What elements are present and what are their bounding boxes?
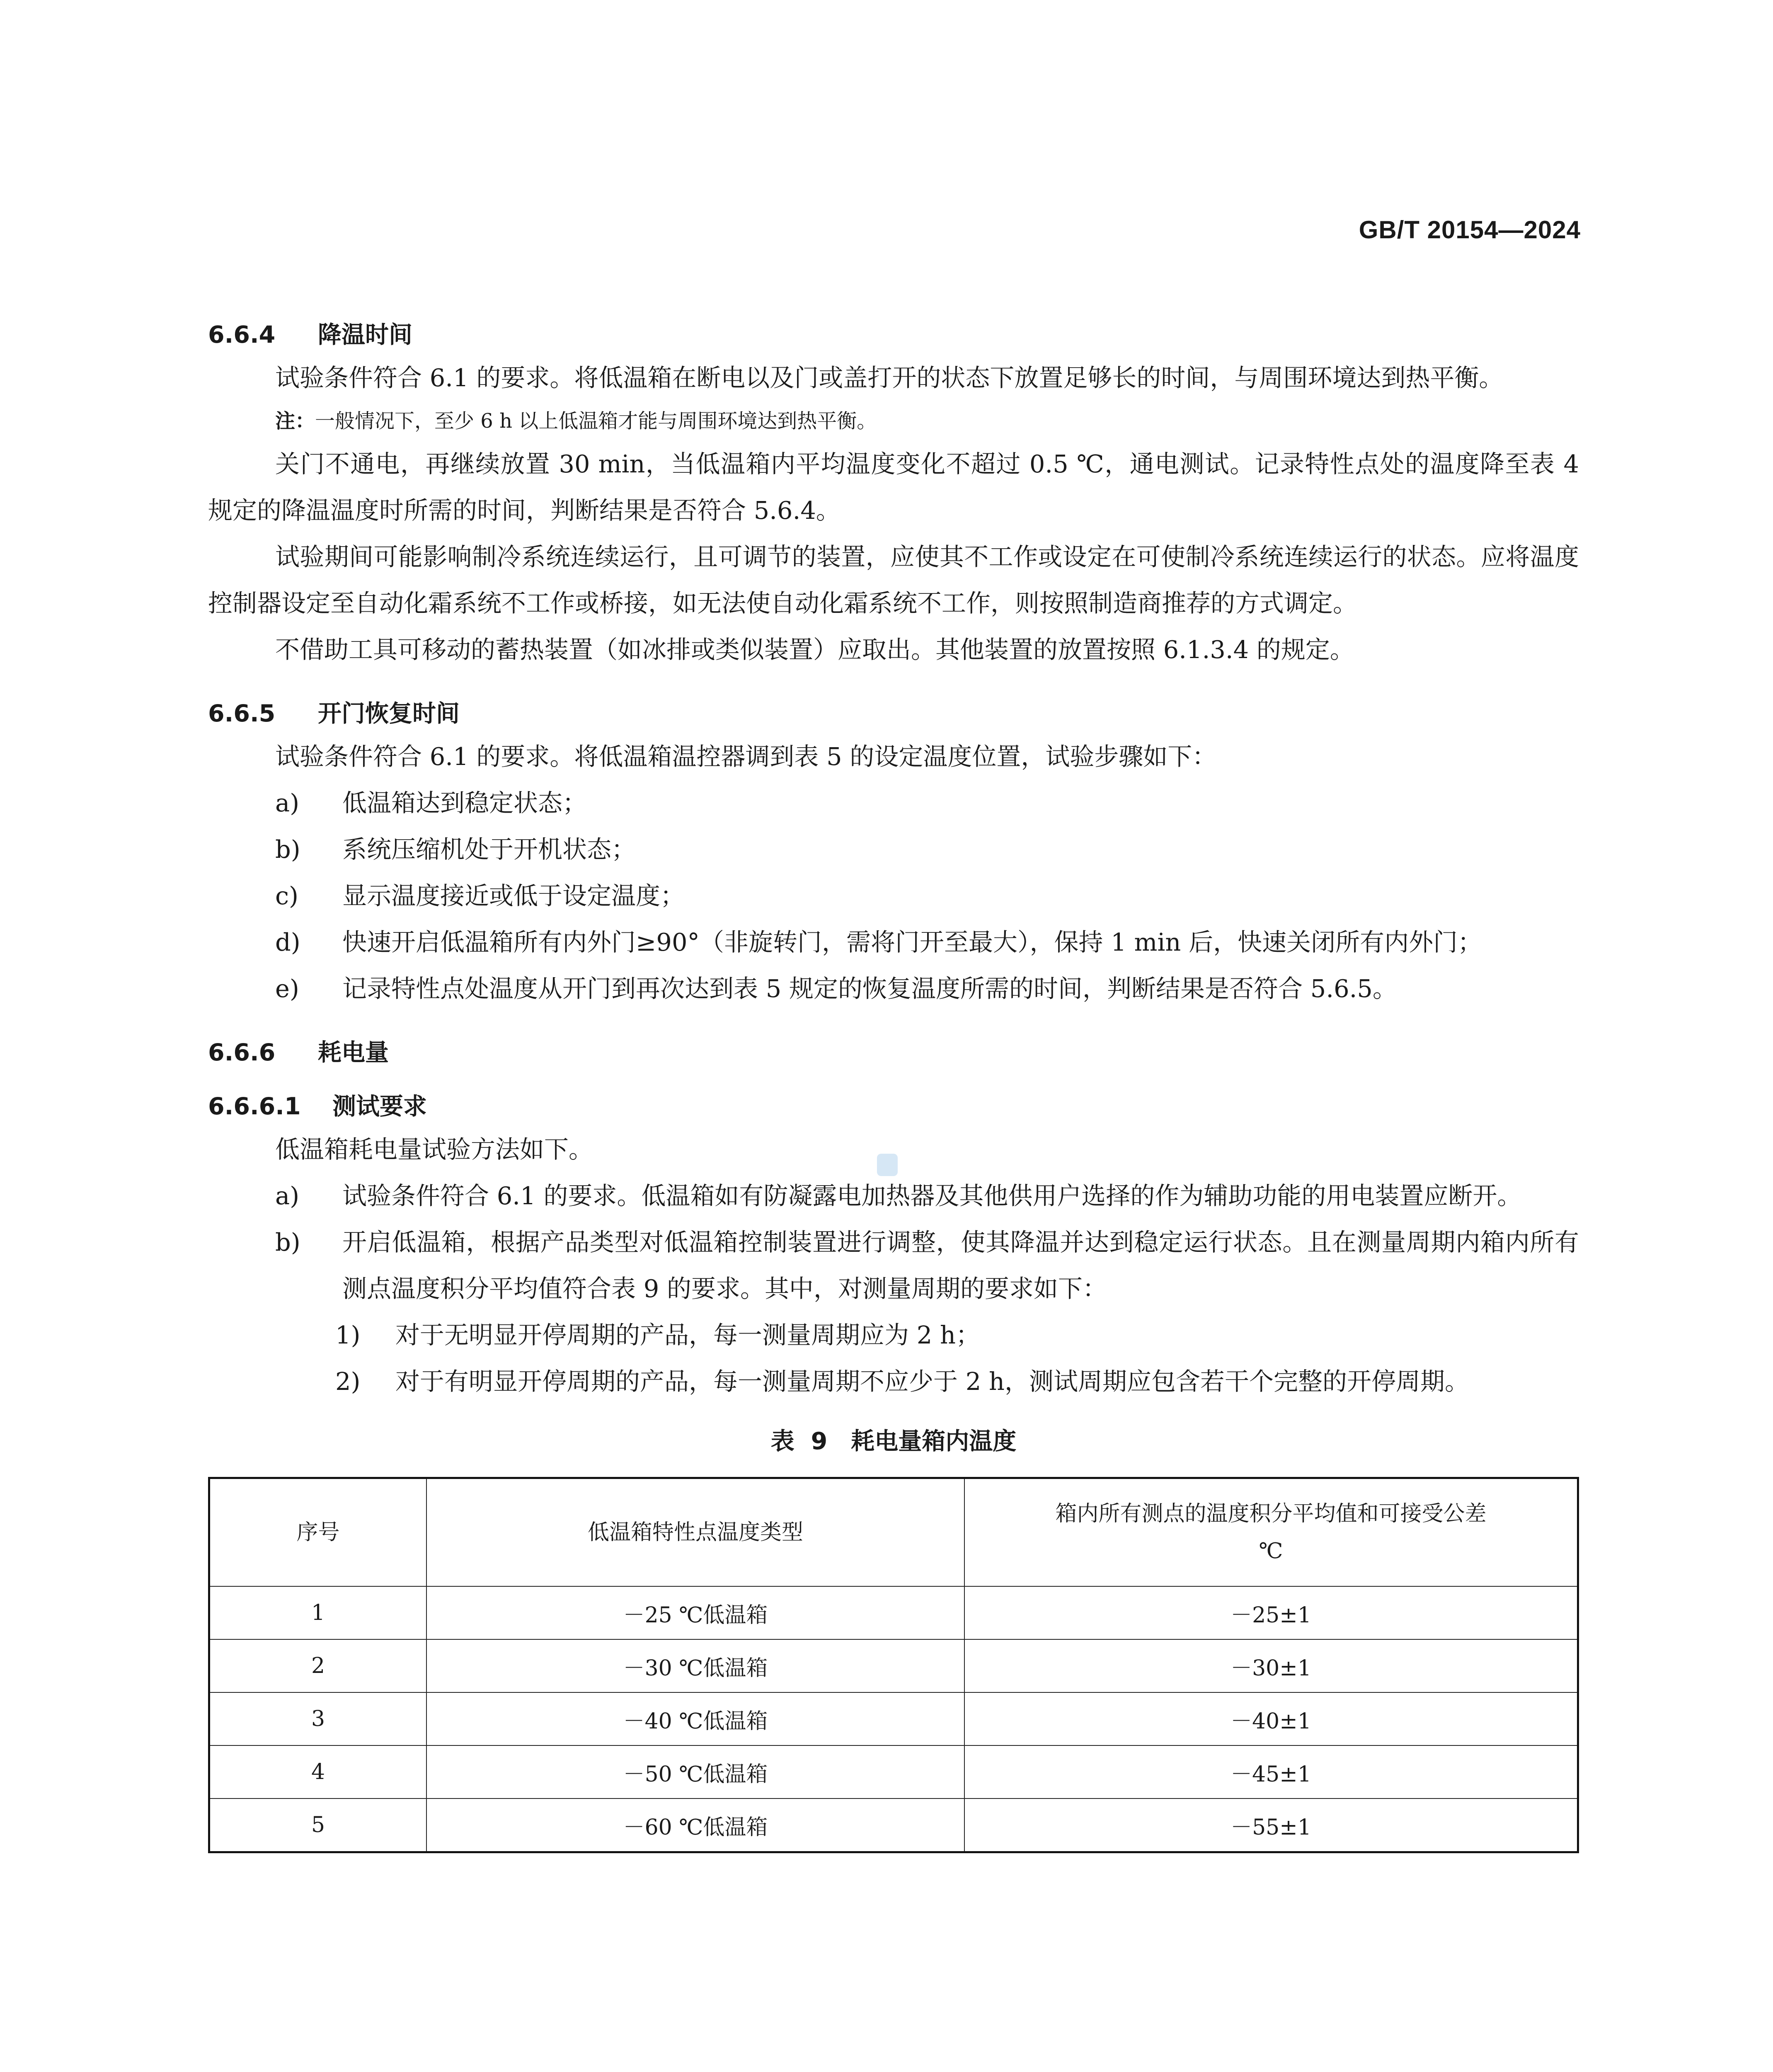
paragraph: 试验条件符合 6.1 的要求。将低温箱在断电以及门或盖打开的状态下放置足够长的时间，与周围环境达到热平衡。 [275,363,1504,392]
list-item [208,1173,1579,1219]
note-text: 一般情况下，至少 6 h 以上低温箱才能与周围环境达到热平衡。 [315,409,877,433]
unit-label: ℃ [1259,1539,1283,1564]
paragraph: 试验条件符合 6.1 的要求。将低温箱温控器调到表 5 的设定温度位置，试验步骤如下： [275,742,1217,771]
column-header-text: 箱内所有测点的温度积分平均值和可接受公差 [1055,1501,1487,1526]
table-cell: －45±1 [964,1745,1578,1798]
data-table [208,1477,1579,1853]
table-row [209,1798,1578,1852]
section-number: 6.6.6.1 [208,1093,301,1120]
list-text: 低温箱达到稳定状态； [342,789,587,817]
table-row [209,1639,1578,1692]
table-header-row [209,1478,1578,1587]
sub-list-item [208,1358,1579,1405]
list-text: 系统压缩机处于开机状态； [342,835,636,864]
list-text: 快速开启低温箱所有内外门≥90°（非旋转门，需将门开至最大），保持 1 min 后，快速关闭所有内外门； [342,928,1482,956]
list-item [208,826,1579,873]
table-row [209,1586,1578,1639]
table-cell: 5 [209,1798,427,1852]
list-label: c) [275,881,299,910]
section-number: 6.6.6 [208,1039,276,1066]
section-title: 测试要求 [332,1093,427,1120]
list-text: 记录特性点处温度从开门到再次达到表 5 规定的恢复温度所需的时间，判断结果是否符合 5.6.5。 [342,974,1397,1003]
section-heading-6-6-4 [208,315,1579,355]
table-cell: －40 ℃低温箱 [426,1692,964,1745]
table-cell: 3 [209,1692,427,1745]
list-label: b) [275,835,300,864]
table-cell: －25±1 [964,1586,1578,1639]
page-content [208,315,1579,1853]
column-header: 序号 [209,1478,427,1587]
list-text: 对于有明显开停周期的产品，每一测量周期不应少于 2 h，测试周期应包含若干个完整的开停周期。 [395,1367,1470,1396]
table-row [209,1692,1578,1745]
section-heading-6-6-6 [208,1033,1579,1072]
list-label: a) [275,789,300,817]
table-cell: －50 ℃低温箱 [426,1745,964,1798]
list-text: 显示温度接近或低于设定温度； [342,881,685,910]
table-cell: 1 [209,1586,427,1639]
table-title: 表 9 耗电量箱内温度 [770,1428,1017,1455]
standard-number: GB/T 20154—2024 [1359,216,1581,244]
paragraph: 低温箱耗电量试验方法如下。 [275,1135,593,1164]
note [208,401,1579,441]
watermark-mark [877,1154,898,1176]
table-cell: －30±1 [964,1639,1578,1692]
table-cell: －40±1 [964,1692,1578,1745]
note-label: 注： [275,409,315,433]
list-label: 1) [335,1321,361,1349]
section-number: 6.6.5 [208,700,276,727]
list-item [208,873,1579,919]
section-heading-6-6-5 [208,694,1579,733]
list-label: a) [275,1181,300,1210]
list-text: 试验条件符合 6.1 的要求。低温箱如有防凝露电加热器及其他供用户选择的作为辅助功能的用电装置应断开。 [342,1181,1522,1210]
list-item [208,1219,1579,1312]
list-label: d) [275,928,300,956]
list-text: 对于无明显开停周期的产品，每一测量周期应为 2 h； [395,1321,981,1349]
section-title: 开门恢复时间 [318,700,460,727]
list-label: e) [275,974,299,1003]
table-cell: －55±1 [964,1798,1578,1852]
column-header [964,1478,1578,1587]
paragraph: 关门不通电，再继续放置 30 min，当低温箱内平均温度变化不超过 0.5 ℃，通电测试。记录特性点处的温度降至表 4 规定的降温温度时所需的时间，判断结果是否符合 5.6.4。 [208,450,1579,525]
table-row [209,1745,1578,1798]
table-cell: 2 [209,1639,427,1692]
list-text: 开启低温箱，根据产品类型对低温箱控制装置进行调整，使其降温并达到稳定运行状态。且在测量周期内箱内所有测点温度积分平均值符合表 9 的要求。其中，对测量周期的要求如下： [342,1228,1579,1303]
list-item [208,919,1579,966]
column-header: 低温箱特性点温度类型 [426,1478,964,1587]
list-label: 2) [335,1367,361,1396]
list-item [208,780,1579,826]
section-title: 耗电量 [318,1039,389,1066]
paragraph: 试验期间可能影响制冷系统连续运行，且可调节的装置，应使其不工作或设定在可使制冷系统连续运行的状态。应将温度控制器设定至自动化霜系统不工作或桥接，如无法使自动化霜系统不工作，则按照制造商推荐的方式调定。 [208,542,1579,617]
section-number: 6.6.4 [208,321,276,349]
sub-list-item [208,1312,1579,1358]
table-cell: －60 ℃低温箱 [426,1798,964,1852]
section-title: 降温时间 [318,321,412,349]
list-label: b) [275,1228,300,1256]
section-heading-6-6-6-1 [208,1087,1579,1126]
list-item [208,966,1579,1012]
paragraph: 不借助工具可移动的蓄热装置（如冰排或类似装置）应取出。其他装置的放置按照 6.1.3.4 的规定。 [275,635,1354,664]
table-cell: 4 [209,1745,427,1798]
table-cell: －30 ℃低温箱 [426,1639,964,1692]
table-cell: －25 ℃低温箱 [426,1586,964,1639]
